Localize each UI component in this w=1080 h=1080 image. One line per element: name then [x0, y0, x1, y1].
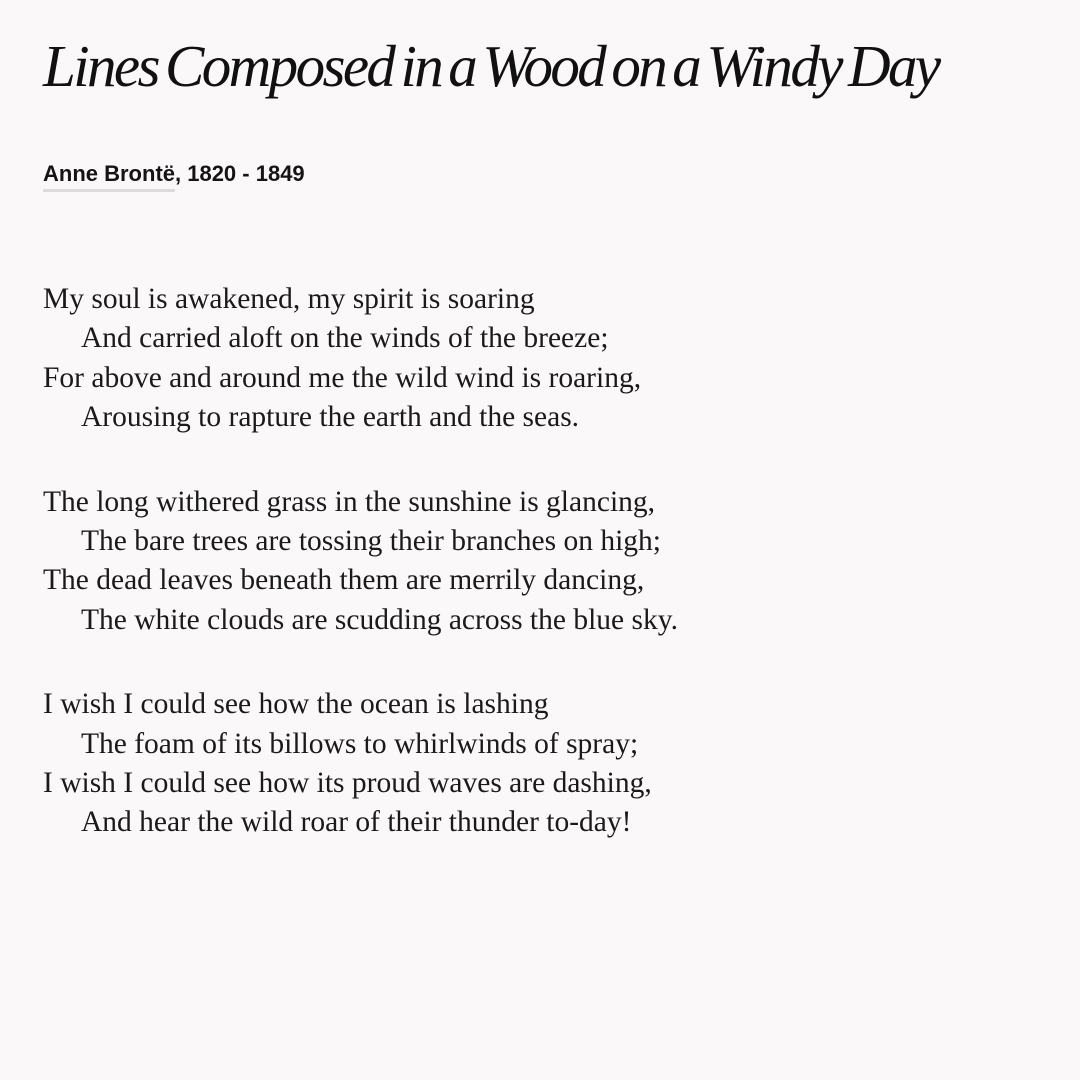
poem-line: The long withered grass in the sunshine is glancing,	[43, 485, 656, 518]
poem-line: And hear the wild roar of their thunder to-day!	[81, 806, 632, 839]
poem-line: My soul is awakened, my spirit is soaring	[43, 283, 535, 315]
poem-line: The foam of its billows to whirlwinds of spray;	[81, 727, 639, 760]
poem-line: The bare trees are tossing their branches on high;	[81, 525, 661, 558]
stanza	[43, 685, 678, 843]
stanza	[43, 280, 678, 438]
poem-line: The white clouds are scudding across the blue sky.	[81, 603, 678, 636]
author-dates: , 1820 - 1849	[175, 161, 305, 186]
poem-line: The dead leaves beneath them are merrily dancing,	[43, 564, 645, 597]
author-link[interactable]: Anne Brontë	[43, 159, 175, 192]
poem-title: Lines Composed in a Wood on a Windy Day	[43, 33, 939, 99]
stanza	[43, 483, 678, 641]
poem-body	[43, 280, 678, 888]
poem-line: I wish I could see how the ocean is lashing	[43, 688, 549, 721]
poem-line: I wish I could see how its proud waves are dashing,	[43, 767, 652, 800]
poem-line: Arousing to rapture the earth and the seas.	[81, 401, 580, 434]
poem-line: And carried aloft on the winds of the breeze;	[81, 322, 609, 355]
poem-line: For above and around me the wild wind is roaring,	[43, 361, 642, 394]
byline	[43, 157, 305, 192]
